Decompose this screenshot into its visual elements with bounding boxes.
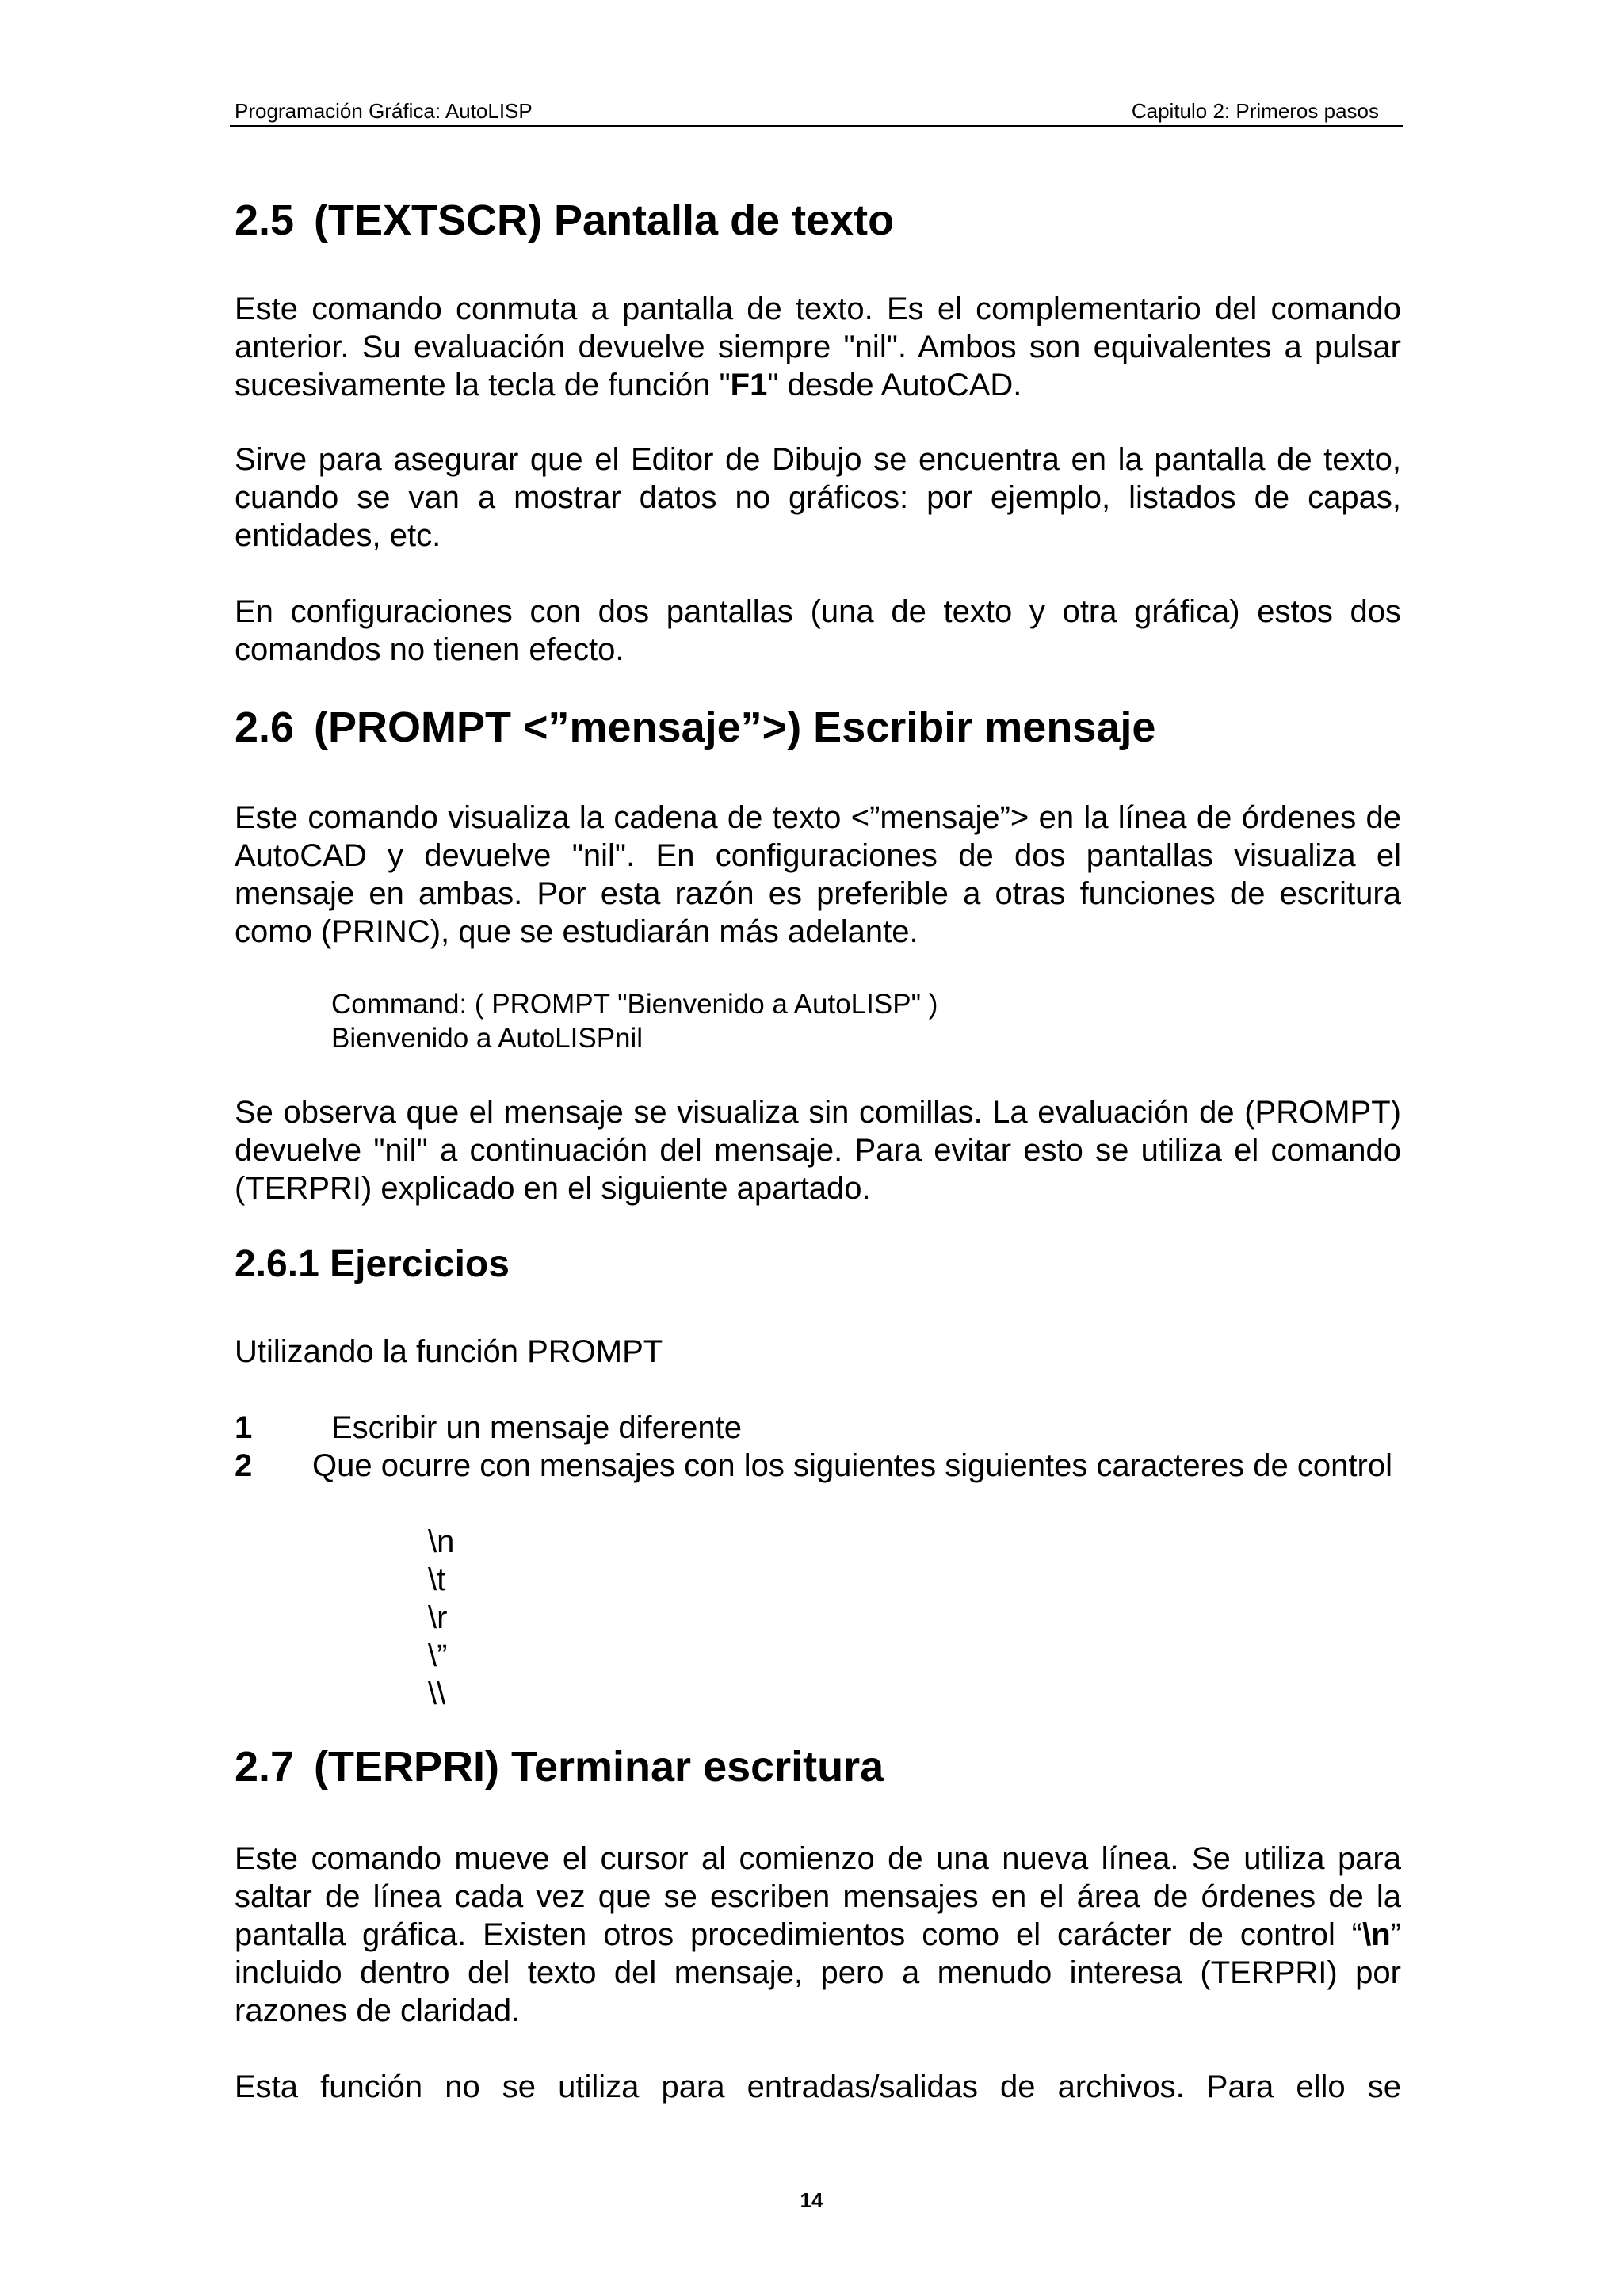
paragraph: Se observa que el mensaje se visualiza sin comillas. La evaluación de (PROMPT) devuelve "nil" a continuación del mensaje. Para evitar esto se utiliza el comando (TERPRI) explicado en el siguiente apartado.: [235, 1095, 1401, 1206]
section-title: (TERPRI) Terminar escritura: [314, 1743, 884, 1791]
section-number: 2.6: [235, 704, 295, 751]
list-item-number: 2: [235, 1448, 253, 1483]
list-item-text: Que ocurre con mensajes con los siguientes siguientes caracteres de control: [312, 1448, 1392, 1483]
list-item-text: Escribir un mensaje diferente: [331, 1410, 743, 1445]
escape-sequence: \n: [428, 1524, 455, 1559]
subsection-number: 2.6.1: [235, 1243, 319, 1285]
escape-sequence: \t: [428, 1562, 446, 1597]
header-book-title: Programación Gráfica: AutoLISP: [235, 99, 533, 123]
paragraph: [235, 290, 1401, 404]
paragraph: Este comando visualiza la cadena de texto <”mensaje”> en la línea de órdenes de AutoCAD y devuelve "nil". En configuraciones de dos pantallas visualiza el mensaje en ambas. Por esta razón es preferible a otras funciones de escritura como (PRINC), que se estudiarán más adelante.: [235, 800, 1401, 949]
paragraph: En configuraciones con dos pantallas (una de texto y otra gráfica) estos dos comandos no tienen efecto.: [235, 594, 1401, 667]
subsection-title: Ejercicios: [330, 1243, 510, 1285]
section-2-6-heading: [235, 702, 1155, 753]
paragraph-text: " desde AutoCAD.: [767, 368, 1022, 402]
section-2-7-heading: [235, 1741, 884, 1792]
code-example-line: Command: ( PROMPT "Bienvenido a AutoLISP" ): [331, 989, 938, 1020]
section-title: (PROMPT <”mensaje”>) Escribir mensaje: [314, 704, 1156, 751]
bold-control-char: \n: [1362, 1917, 1391, 1952]
paragraph-text: Este comando mueve el cursor al comienzo de una nueva línea. Se utiliza para saltar de línea cada vez que se escriben mensajes en el área de órdenes de la pantalla gráfica. Existen otros procedimientos como el carácter de control “: [235, 1841, 1401, 1952]
page-number: 14: [800, 2188, 823, 2212]
section-number: 2.7: [235, 1743, 295, 1791]
exercise-intro: Utilizando la función PROMPT: [235, 1334, 663, 1369]
list-item-number: 1: [235, 1410, 253, 1445]
section-2-5-heading: [235, 195, 894, 246]
escape-sequence: \r: [428, 1600, 448, 1635]
section-number: 2.5: [235, 196, 295, 244]
header-chapter-title: Capitulo 2: Primeros pasos: [1131, 99, 1379, 123]
paragraph: [235, 1840, 1401, 2030]
code-example-line: Bienvenido a AutoLISPnil: [331, 1023, 643, 1054]
paragraph: Esta función no se utiliza para entradas/salidas de archivos. Para ello se: [235, 2069, 1401, 2104]
escape-sequence: \\: [428, 1676, 446, 1711]
paragraph-text: ” incluido dentro del texto del mensaje, pero a menudo interesa (TERPRI) por razones de claridad.: [235, 1917, 1401, 2028]
section-title: (TEXTSCR) Pantalla de texto: [314, 196, 895, 244]
escape-sequence: \”: [428, 1638, 448, 1673]
bold-key: F1: [730, 368, 768, 402]
subsection-2-6-1-heading: [235, 1241, 510, 1288]
page-header: [230, 97, 1403, 127]
paragraph: Sirve para asegurar que el Editor de Dibujo se encuentra en la pantalla de texto, cuando se van a mostrar datos no gráficos: por ejemplo, listados de capas, entidades, etc.: [235, 442, 1401, 553]
paragraph-text: Este comando conmuta a pantalla de texto. Es el complementario del comando anterior. Su evaluación devuelve siempre "nil". Ambos son equivalentes a pulsar sucesivamente la tecla de función ": [235, 292, 1401, 402]
